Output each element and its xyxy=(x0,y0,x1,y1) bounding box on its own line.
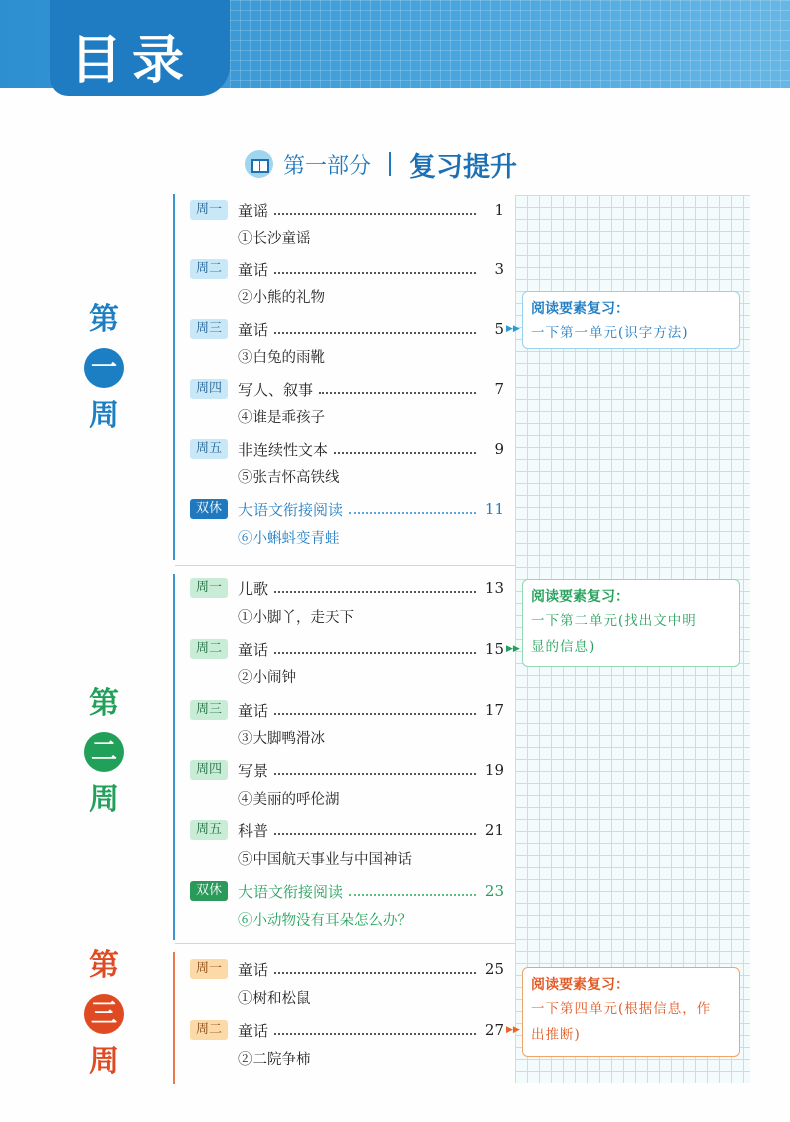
week-1-rule xyxy=(173,194,175,560)
entry-title: 非连续性文本 xyxy=(238,440,329,459)
week-label-2 xyxy=(72,684,136,820)
dot-leader xyxy=(274,825,476,835)
entry-title: 大语文衔接阅读 xyxy=(238,882,344,901)
page-number: 25 xyxy=(484,960,504,978)
dot-leader xyxy=(349,504,476,514)
toc-entry[interactable] xyxy=(190,318,520,340)
day-badge: 周五 xyxy=(190,820,228,840)
review-text: 一下第二单元(找出文中明 xyxy=(531,613,697,629)
page-number: 11 xyxy=(484,500,504,518)
day-badge: 周一 xyxy=(190,200,228,220)
page-number: 27 xyxy=(484,1021,504,1039)
review-box-2 xyxy=(522,579,740,667)
day-badge: 双休 xyxy=(190,881,228,901)
page-number: 15 xyxy=(484,640,504,658)
book-icon xyxy=(245,150,273,178)
entry-title: 写景 xyxy=(238,761,269,780)
toc-entry[interactable] xyxy=(190,498,520,520)
toc-entry[interactable] xyxy=(190,958,520,980)
entry-title: 童话 xyxy=(238,701,269,720)
page-number: 21 xyxy=(484,821,504,839)
toc-entry[interactable] xyxy=(190,199,520,221)
page-title: 目录 xyxy=(70,31,195,91)
day-badge: 周二 xyxy=(190,639,228,659)
entry-title: 童话 xyxy=(238,960,269,979)
entry-title: 科普 xyxy=(238,821,269,840)
review-text: 一下第一单元(识字方法) xyxy=(531,325,689,341)
toc-entry[interactable] xyxy=(190,638,520,660)
entry-title: 童谣 xyxy=(238,201,269,220)
review-text: 出推断) xyxy=(531,1027,581,1043)
dot-leader xyxy=(274,205,476,215)
day-badge: 周五 xyxy=(190,439,228,459)
toc-entry[interactable] xyxy=(190,1019,520,1041)
toc-entry[interactable] xyxy=(190,258,520,280)
part-label: 第一部分 xyxy=(283,153,372,179)
dot-leader xyxy=(274,583,476,593)
page-number: 7 xyxy=(494,380,504,398)
entry-subtitle[interactable]: ⑤张吉怀高铁线 xyxy=(238,470,340,486)
toc-entry[interactable] xyxy=(190,759,520,781)
week-zhou: 周 xyxy=(89,1044,119,1079)
review-title: 阅读要素复习： xyxy=(531,301,629,317)
page-number: 3 xyxy=(494,260,504,278)
page-number: 23 xyxy=(484,882,504,900)
page-number: 5 xyxy=(494,320,504,338)
entry-subtitle[interactable]: ④谁是乖孩子 xyxy=(238,410,325,426)
day-badge: 周二 xyxy=(190,1020,228,1040)
week-2-rule xyxy=(173,574,175,940)
day-badge: 周三 xyxy=(190,319,228,339)
entry-title: 大语文衔接阅读 xyxy=(238,500,344,519)
week-di: 第 xyxy=(89,686,119,721)
header-grid-pattern xyxy=(230,0,790,88)
day-badge: 双休 xyxy=(190,499,228,519)
toc-entry[interactable] xyxy=(190,880,520,902)
arrow-right-icon: ▶▶ xyxy=(506,324,520,334)
entry-subtitle[interactable]: ④美丽的呼伦湖 xyxy=(238,792,340,808)
review-box-3 xyxy=(522,967,740,1057)
toc-entry[interactable] xyxy=(190,378,520,400)
day-badge: 周二 xyxy=(190,259,228,279)
entry-subtitle[interactable]: ②小熊的礼物 xyxy=(238,290,325,306)
toc-entry[interactable] xyxy=(190,699,520,721)
page-number: 19 xyxy=(484,761,504,779)
entry-subtitle[interactable]: ②二院争柿 xyxy=(238,1052,311,1068)
page-number: 17 xyxy=(484,701,504,719)
entry-subtitle[interactable]: ⑥小动物没有耳朵怎么办？ xyxy=(238,913,412,929)
entry-subtitle[interactable]: ③大脚鸭滑冰 xyxy=(238,731,325,747)
page-number: 9 xyxy=(494,440,504,458)
toc-entry[interactable] xyxy=(190,819,520,841)
week-number-badge: 二 xyxy=(84,732,124,772)
review-title: 阅读要素复习： xyxy=(531,589,629,605)
week-number-badge: 三 xyxy=(84,994,124,1034)
dot-leader xyxy=(274,765,476,775)
entry-title: 童话 xyxy=(238,1021,269,1040)
part-title: 复习提升 xyxy=(409,151,518,183)
review-text: 一下第四单元(根据信息，作 xyxy=(531,1001,712,1017)
section-heading xyxy=(245,146,517,182)
week-label-1 xyxy=(72,300,136,436)
day-badge: 周四 xyxy=(190,760,228,780)
dot-leader xyxy=(349,886,476,896)
week-number-badge: 一 xyxy=(84,348,124,388)
day-badge: 周一 xyxy=(190,959,228,979)
entry-title: 写人、叙事 xyxy=(238,380,314,399)
entry-subtitle[interactable]: ②小闹钟 xyxy=(238,670,296,686)
dot-leader xyxy=(274,264,476,274)
heading-divider xyxy=(389,152,391,176)
entry-subtitle[interactable]: ⑥小蝌蚪变青蛙 xyxy=(238,531,340,547)
week-zhou: 周 xyxy=(89,782,119,817)
entry-subtitle[interactable]: ①长沙童谣 xyxy=(238,231,311,247)
entry-subtitle[interactable]: ①树和松鼠 xyxy=(238,991,311,1007)
review-title: 阅读要素复习： xyxy=(531,977,629,993)
page-number: 13 xyxy=(484,579,504,597)
arrow-right-icon: ▶▶ xyxy=(506,644,520,654)
dot-leader xyxy=(274,1025,476,1035)
entry-title: 儿歌 xyxy=(238,579,269,598)
week-zhou: 周 xyxy=(89,398,119,433)
dot-leader xyxy=(274,324,476,334)
dot-leader xyxy=(274,644,476,654)
entry-title: 童话 xyxy=(238,320,269,339)
review-box-1 xyxy=(522,291,740,349)
day-badge: 周一 xyxy=(190,578,228,598)
dot-leader xyxy=(334,444,476,454)
entry-subtitle[interactable]: ③白兔的雨靴 xyxy=(238,350,325,366)
arrow-right-icon: ▶▶ xyxy=(506,1025,520,1035)
review-text: 显的信息) xyxy=(531,639,596,655)
entry-subtitle[interactable]: ⑤中国航天事业与中国神话 xyxy=(238,852,412,868)
week-3-rule xyxy=(173,952,175,1084)
entry-subtitle[interactable]: ①小脚丫，走天下 xyxy=(238,610,354,626)
entry-title: 童话 xyxy=(238,260,269,279)
week-label-3 xyxy=(72,946,136,1082)
toc-entry[interactable] xyxy=(190,438,520,460)
week-divider xyxy=(175,565,515,566)
entry-title: 童话 xyxy=(238,640,269,659)
week-di: 第 xyxy=(89,948,119,983)
page-number: 1 xyxy=(494,201,504,219)
day-badge: 周四 xyxy=(190,379,228,399)
day-badge: 周三 xyxy=(190,700,228,720)
dot-leader xyxy=(274,705,476,715)
toc-entry[interactable] xyxy=(190,577,520,599)
dot-leader xyxy=(274,964,476,974)
week-di: 第 xyxy=(89,302,119,337)
dot-leader xyxy=(319,384,476,394)
week-divider xyxy=(175,943,515,944)
